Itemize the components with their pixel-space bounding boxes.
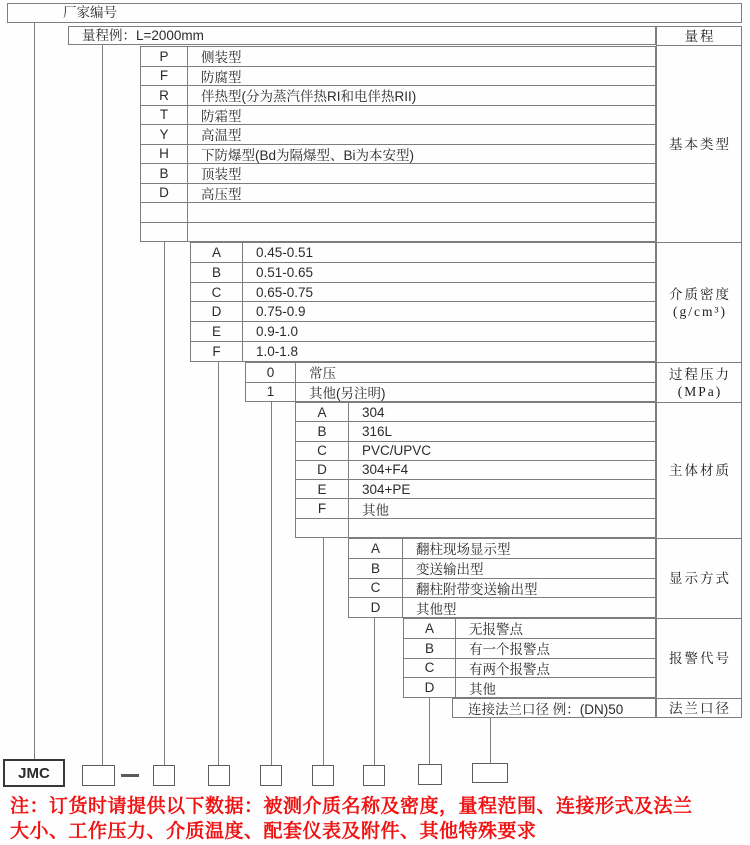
code-box-material [312,765,334,786]
table-row [141,125,655,145]
table-row [404,639,655,659]
table-row [296,461,655,480]
code-cell: C [349,579,403,598]
code-cell: D [404,678,456,697]
order-note-line2: 大小、工作压力、介质温度、配套仪表及附件、其他特殊要求 [10,821,537,842]
code-cell: D [349,598,403,617]
code-cell: Y [141,125,188,144]
table-row [141,145,655,165]
dash-separator [121,774,139,777]
table-row [349,598,655,617]
material-table [295,402,656,538]
code-box-alarm [418,764,442,785]
model-prefix-box [3,759,65,787]
display-mode-table [348,538,656,618]
table-row [349,579,655,599]
table-row [141,164,655,184]
desc-cell: 下防爆型(Bd为隔爆型、Bi为本安型) [201,147,415,163]
order-note [10,794,744,844]
desc-cell: 高温型 [201,128,242,144]
category-density: 介质密度 (g/cm³) [657,243,741,363]
code-cell: F [296,499,349,517]
table-row [141,86,655,106]
code-cell: C [404,659,456,678]
category-column [656,26,742,718]
code-cell: R [141,86,188,105]
desc-cell: 常压 [309,366,336,382]
desc-cell: 伴热型(分为蒸汽伴热RI和电伴热RII) [201,89,417,105]
code-cell: 0 [246,363,296,382]
code-cell: B [296,422,349,440]
table-row [141,184,655,204]
desc-cell: 变送输出型 [416,562,484,578]
code-cell: E [296,480,349,498]
category-material: 主体材质 [657,403,741,539]
code-cell: P [141,47,188,66]
table-row [191,263,655,283]
category-pressure: 过程压力 (MPa) [657,363,741,403]
maker-code-box [7,3,742,23]
desc-cell: 顶装型 [201,167,242,183]
table-row [349,559,655,579]
category-display: 显示方式 [657,539,741,619]
density-table [190,242,656,362]
table-row [404,619,655,639]
desc-cell: 1.0-1.8 [256,344,299,360]
desc-cell: 其他 [469,681,496,697]
desc-cell: 0.51-0.65 [256,264,314,280]
connector-line-material [323,538,324,765]
code-cell: C [296,442,349,460]
table-row-empty [141,223,655,242]
desc-cell: 304 [362,404,385,420]
table-row [246,363,655,383]
table-row [141,67,655,87]
desc-cell: 316L [362,423,393,439]
desc-cell: 304+PE [362,481,411,497]
table-row-empty [296,519,655,537]
table-row [141,47,655,67]
table-row [191,243,655,263]
desc-cell: 其他型 [416,601,457,617]
code-cell: F [191,342,243,361]
code-cell: A [191,243,243,262]
connector-line-range [102,45,103,765]
maker-code-label: 厂家编号 [63,5,117,20]
range-example-label: 量程例：L=2000mm [82,28,204,43]
code-cell: A [296,403,349,421]
code-cell: A [404,619,456,638]
connector-line-pressure [271,402,272,765]
code-cell: E [191,322,243,341]
code-box-display [363,765,385,786]
flange-size-row [452,698,656,718]
table-row-empty [141,203,655,223]
desc-cell: 防霜型 [201,108,242,124]
code-cell: B [191,263,243,282]
desc-cell: 有一个报警点 [469,642,550,658]
connector-line-flange [490,718,491,763]
code-cell: D [141,184,188,203]
code-box-pressure [260,765,282,786]
connector-line-maker [34,23,35,760]
category-flange: 法兰口径 [669,700,731,716]
code-cell: B [404,639,456,658]
basic-type-table [140,46,656,242]
connector-line-density [218,362,219,765]
desc-cell: 其他(另注明) [309,385,386,401]
table-row [296,403,655,422]
desc-cell: 有两个报警点 [469,661,550,677]
table-row [296,422,655,441]
code-cell: F [141,67,188,86]
desc-cell: 0.45-0.51 [256,244,314,260]
code-cell: C [191,283,243,302]
code-box-range [82,765,115,786]
table-row [296,442,655,461]
code-cell: B [141,164,188,183]
code-cell: A [349,539,403,558]
code-cell: D [191,302,243,321]
code-cell: B [349,559,403,578]
category-range: 量程 [657,27,741,46]
order-note-line1: 注：订货时请提供以下数据：被测介质名称及密度，量程范围、连接形式及法兰 [10,796,693,817]
desc-cell: PVC/UPVC [362,443,432,459]
table-row [246,383,655,402]
desc-cell: 0.9-1.0 [256,324,299,340]
range-example-box [68,26,656,45]
pressure-table [245,362,656,402]
table-row [191,302,655,322]
code-cell: D [296,461,349,479]
desc-cell: 0.65-0.75 [256,284,314,300]
connector-line-basic-type [164,242,165,765]
desc-cell: 其他 [362,502,389,518]
table-row [191,283,655,303]
table-row [141,106,655,126]
category-alarm: 报警代号 [657,619,741,699]
alarm-code-table [403,618,656,698]
code-box-basic-type [153,765,175,786]
desc-cell: 防腐型 [201,69,242,85]
model-prefix-label: JMC [18,764,50,782]
table-row [296,480,655,499]
table-row [296,499,655,518]
desc-cell: 304+F4 [362,462,409,478]
table-row [404,678,655,697]
table-row [191,322,655,342]
desc-cell: 高压型 [201,186,242,202]
connector-line-alarm [429,698,430,764]
table-row [191,342,655,361]
table-row [404,659,655,679]
desc-cell: 无报警点 [469,622,523,638]
code-cell: T [141,106,188,125]
code-cell: 1 [246,383,296,402]
category-basic-type: 基本类型 [657,46,741,243]
desc-cell: 0.75-0.9 [256,304,306,320]
code-box-density [208,765,230,786]
code-box-flange [472,763,508,783]
connector-line-display [374,618,375,765]
flange-size-text: 连接法兰口径 例：(DN)50 [468,702,624,717]
code-cell: H [141,145,188,164]
desc-cell: 翻柱现场显示型 [416,542,511,558]
table-row [349,539,655,559]
desc-cell: 侧装型 [201,50,242,66]
desc-cell: 翻柱附带变送输出型 [416,581,538,597]
